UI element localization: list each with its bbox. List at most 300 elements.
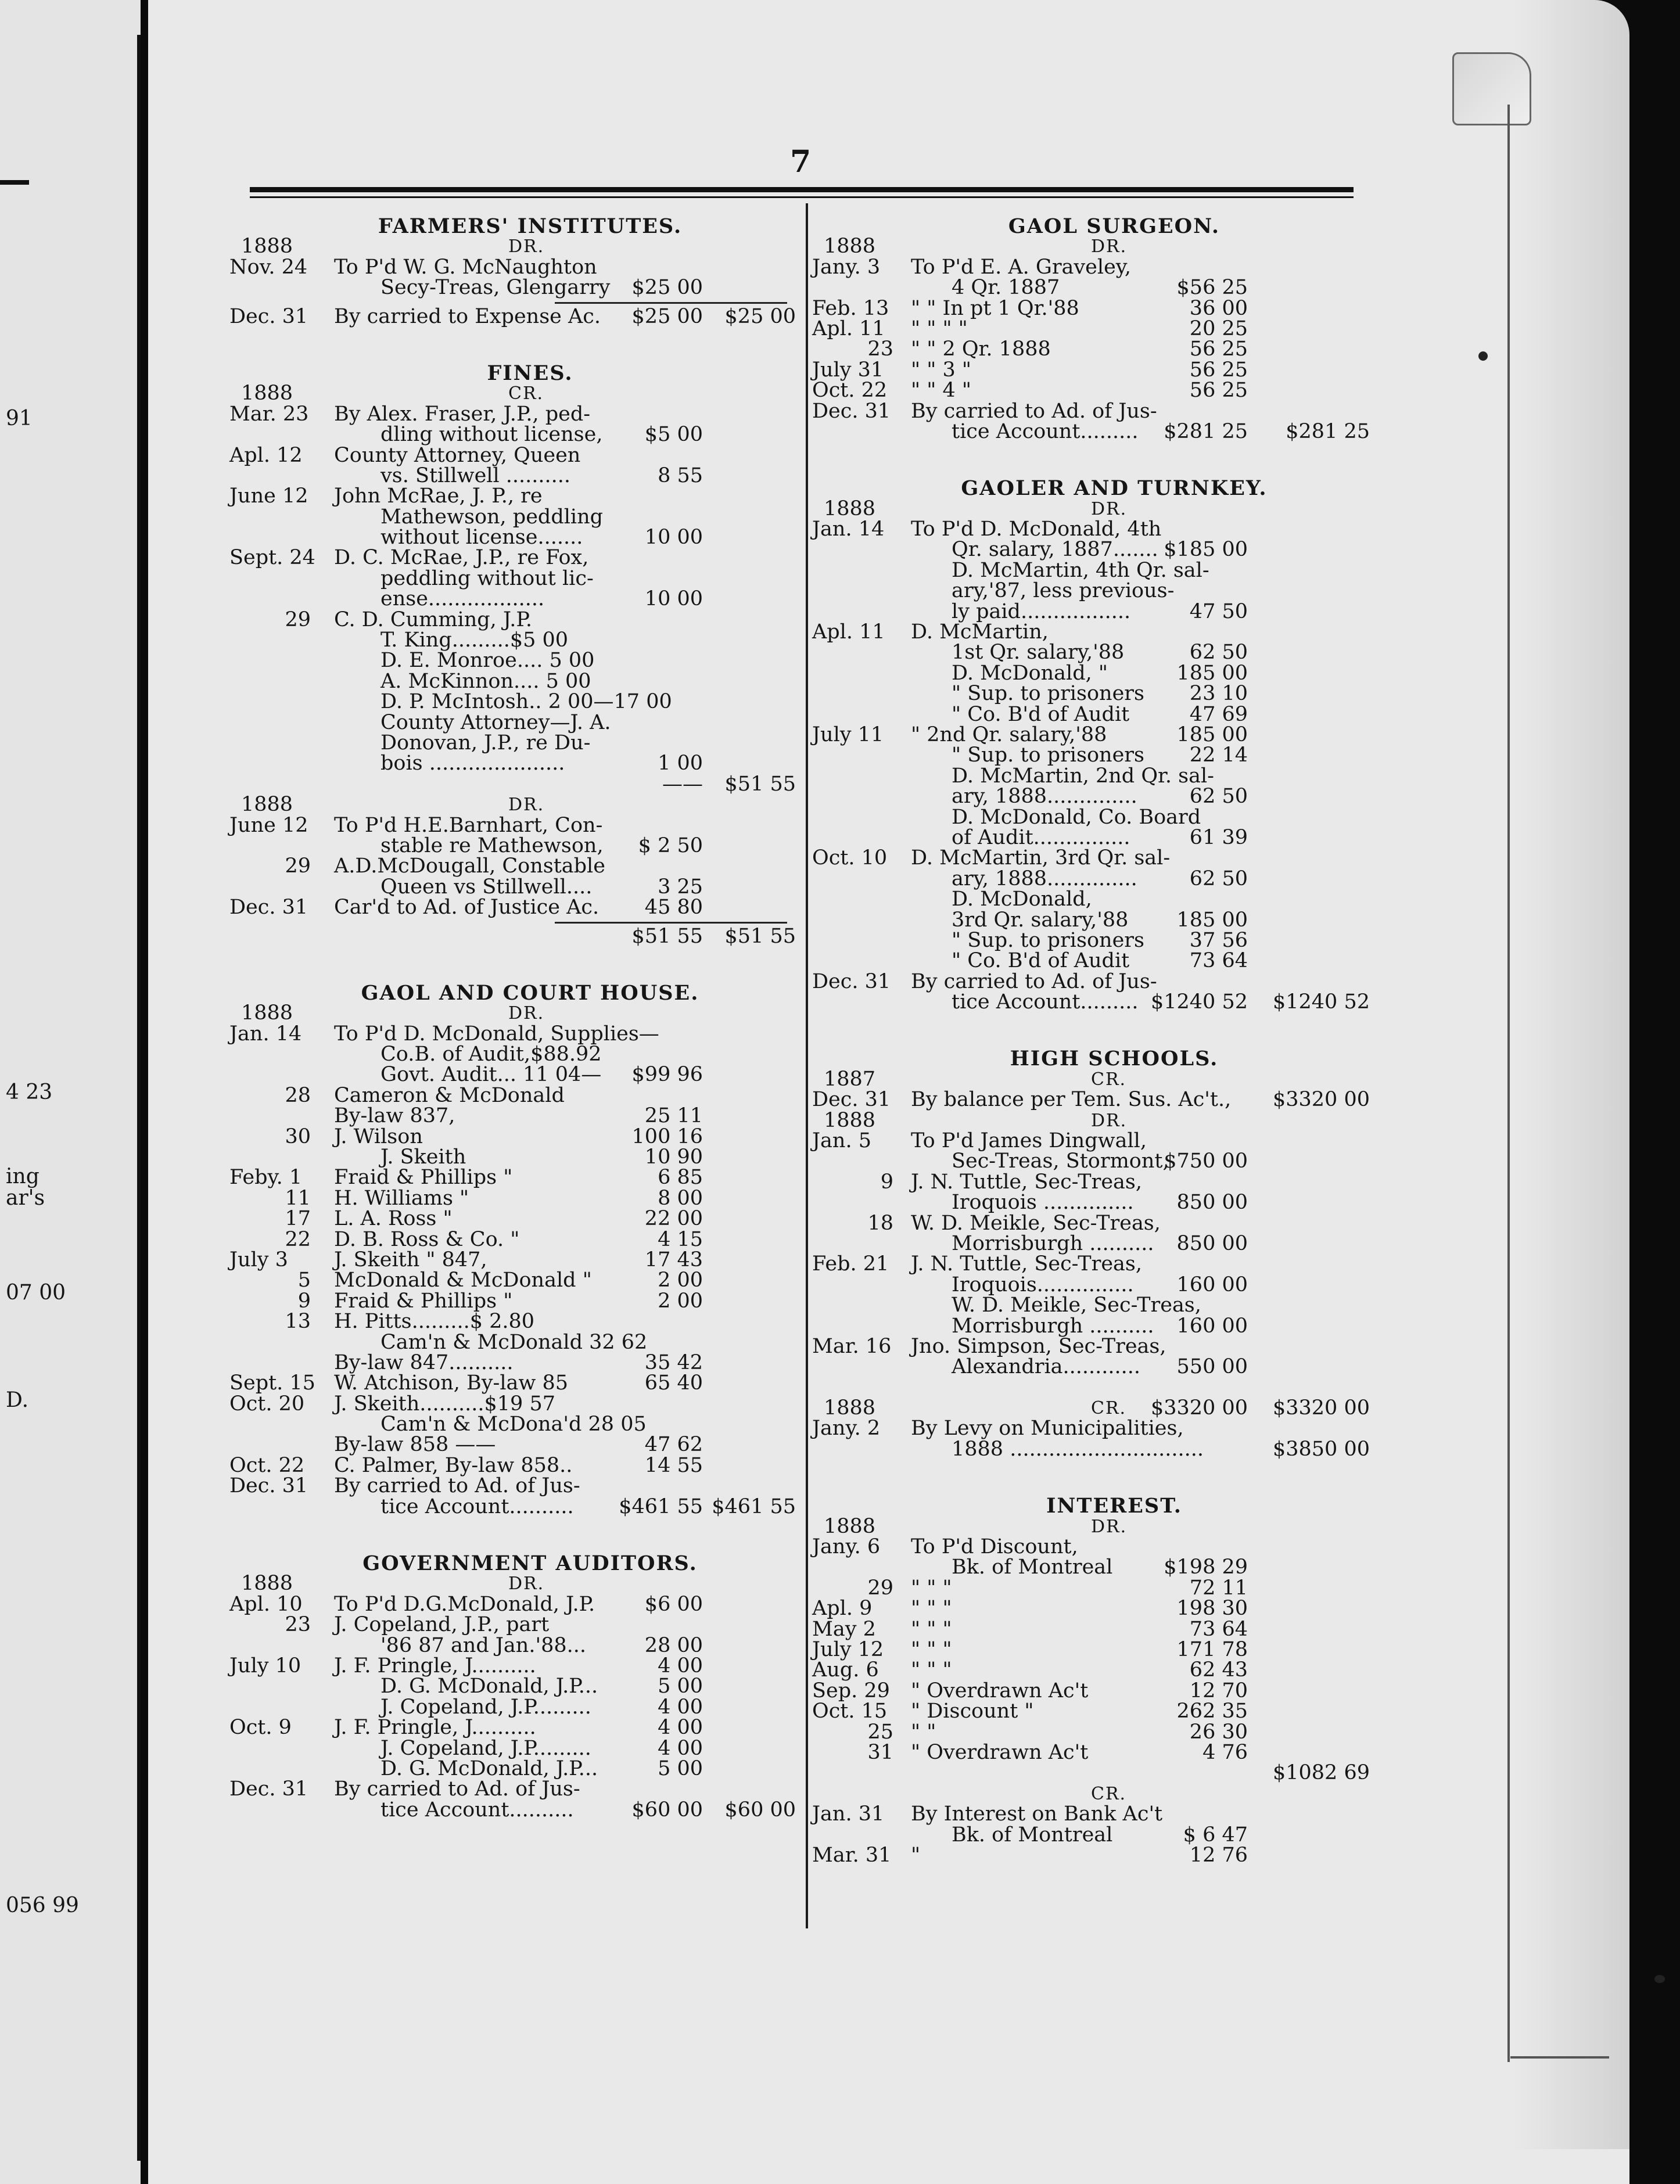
entry-total: $3320 00 xyxy=(1272,1396,1370,1420)
entry-total: $461 55 xyxy=(712,1495,796,1518)
entry-text: " Co. B'd of Audit xyxy=(952,702,1130,726)
ledger-line xyxy=(812,992,1381,1012)
margin-fragment: ing xyxy=(6,1165,40,1188)
ledger-line xyxy=(229,774,796,795)
entry-text: D. McMartin, 2nd Qr. sal- xyxy=(952,764,1215,788)
ledger-line xyxy=(812,663,1381,684)
ledger-line xyxy=(229,1044,796,1065)
ledger-line xyxy=(812,1681,1381,1701)
entry-text: Co.B. of Audit,$88.92 xyxy=(380,1043,602,1066)
section-heading: GAOL AND COURT HOUSE. xyxy=(361,980,699,1005)
entry-text: Bk. of Montreal xyxy=(952,1556,1113,1579)
entry-text: DR. xyxy=(1091,1110,1128,1131)
entry-amount: 4 00 xyxy=(658,1695,703,1719)
ledger-line xyxy=(812,702,1381,726)
entry-date: Mar. 23 xyxy=(229,402,309,426)
ledger-line xyxy=(812,380,1381,401)
section-heading: INTEREST. xyxy=(1046,1494,1182,1518)
entry-amount: 28 00 xyxy=(644,1633,703,1657)
section-heading: FINES. xyxy=(487,361,573,385)
ledger-line xyxy=(229,1676,796,1697)
entry-date: Dec. 31 xyxy=(229,1777,308,1801)
entry-date: Oct. 9 xyxy=(229,1716,292,1740)
ledger-line xyxy=(229,1250,796,1270)
entry-amount: 37 56 xyxy=(1189,928,1248,952)
ledger-line xyxy=(812,1254,1381,1274)
section-heading: GAOL SURGEON. xyxy=(1008,214,1220,238)
entry-text: By Alex. Fraser, J.P., ped- xyxy=(334,402,591,426)
entry-amount: $ 6 47 xyxy=(1183,1823,1248,1847)
entry-text: D. McDonald, " xyxy=(952,661,1108,685)
entry-date: 1888 xyxy=(241,235,293,258)
entry-amount: $ 2 50 xyxy=(638,834,703,857)
entry-text: D. McMartin, 4th Qr. sal- xyxy=(952,558,1209,582)
entry-date: Feb. 21 xyxy=(812,1252,889,1276)
entry-date: 29 xyxy=(285,854,311,878)
page-shade xyxy=(1513,0,1629,2149)
entry-date: 23 xyxy=(285,1613,311,1637)
entry-date: 1888 xyxy=(824,1396,876,1420)
entry-text: Cameron & McDonald xyxy=(334,1083,565,1107)
entry-amount: 1 00 xyxy=(658,752,703,775)
entry-text: D. E. Monroe.... 5 00 xyxy=(380,649,595,673)
entry-text: tice Account......... xyxy=(952,990,1139,1014)
entry-text: J. Copeland, J.P......... xyxy=(380,1695,591,1719)
entry-text: D. McDonald, Co. Board xyxy=(952,805,1201,829)
ledger-line xyxy=(229,383,796,404)
entry-text: Morrisburgh .......... xyxy=(952,1231,1154,1255)
entry-text: D. G. McDonald, J.P... xyxy=(380,1675,598,1698)
ledger-section xyxy=(229,216,796,327)
margin-rule xyxy=(0,180,29,185)
entry-date: July 11 xyxy=(812,723,884,746)
entry-text: DR. xyxy=(1091,1516,1128,1537)
entry-text: D. McMartin, 3rd Qr. sal- xyxy=(911,846,1171,870)
entry-amount: 35 42 xyxy=(644,1350,703,1374)
entry-total: $60 00 xyxy=(724,1798,796,1822)
ledger-line xyxy=(229,753,796,774)
ledger-line xyxy=(229,692,796,712)
entry-text: D. McDonald, xyxy=(952,888,1092,911)
entry-date: 25 xyxy=(867,1720,893,1744)
ledger-line xyxy=(812,1660,1381,1680)
entry-amount: 56 25 xyxy=(1189,358,1248,382)
entry-text: vs. Stillwell .......... xyxy=(380,464,571,487)
entry-text: DR. xyxy=(1091,498,1128,519)
entry-amount: 198 30 xyxy=(1176,1597,1248,1621)
entry-text: By-law 837, xyxy=(334,1104,455,1128)
entry-text: " Overdrawn Ac't xyxy=(911,1679,1089,1702)
entry-text: By carried to Expense Ac. xyxy=(334,304,601,328)
entry-text: T. King.........$5 00 xyxy=(380,628,569,652)
entry-text: DR. xyxy=(1091,236,1128,257)
entry-amount: 12 70 xyxy=(1189,1679,1248,1702)
page-corner-fold xyxy=(1452,52,1531,125)
ledger-line xyxy=(229,257,796,278)
entry-date: May 2 xyxy=(812,1617,876,1641)
entry-text: tice Account.......... xyxy=(380,1495,574,1518)
ledger-line xyxy=(812,1398,1381,1418)
entry-text: W. D. Meikle, Sec-Treas, xyxy=(952,1294,1201,1317)
entry-amount: 56 25 xyxy=(1189,379,1248,403)
entry-text: 1st Qr. salary,'88 xyxy=(952,641,1125,664)
ledger-line xyxy=(812,1439,1381,1460)
ledger-line xyxy=(812,257,1381,278)
entry-text: of Audit............... xyxy=(952,825,1130,849)
entry-text: Jno. Simpson, Sec-Treas, xyxy=(911,1334,1166,1358)
entry-text: ary, 1888.............. xyxy=(952,785,1137,809)
entry-date: Feby. 1 xyxy=(229,1166,303,1190)
ledger-line xyxy=(229,1633,796,1657)
entry-text: peddling without lic- xyxy=(380,566,594,590)
ledger-line xyxy=(229,877,796,897)
ink-speck xyxy=(1654,1975,1665,1983)
ledger-line xyxy=(812,1619,1381,1640)
entry-text: " Overdrawn Ac't xyxy=(911,1740,1089,1764)
ledger-line xyxy=(812,1131,1381,1151)
entry-amount: $99 96 xyxy=(631,1063,703,1087)
entry-date: 1888 xyxy=(824,235,876,258)
entry-text: By carried to Ad. of Jus- xyxy=(911,969,1157,993)
ledger-line xyxy=(812,642,1381,663)
entry-amount: 10 00 xyxy=(644,587,703,611)
ledger-line xyxy=(812,419,1381,443)
ledger-line xyxy=(229,1003,796,1023)
entry-date: 9 xyxy=(880,1170,893,1194)
header-rule xyxy=(250,187,1354,192)
entry-date: June 12 xyxy=(229,484,308,508)
ledger-line xyxy=(229,926,796,947)
ledger-line xyxy=(229,1270,796,1291)
ledger-section xyxy=(812,1496,1381,1866)
section-heading: FARMERS' INSTITUTES. xyxy=(378,214,683,238)
entry-amount: 23 10 xyxy=(1189,682,1248,706)
entry-amount: 2 00 xyxy=(658,1289,703,1313)
entry-date: Apl. 12 xyxy=(229,443,303,467)
entry-date: Feb. 13 xyxy=(812,296,889,320)
entry-amount: 3 25 xyxy=(658,875,703,899)
ledger-line xyxy=(229,1065,796,1085)
ledger-line xyxy=(812,499,1381,519)
entry-date: Dec. 31 xyxy=(812,969,891,993)
entry-amount: $51 55 xyxy=(631,924,703,948)
entry-total: $3850 00 xyxy=(1272,1437,1370,1461)
entry-amount: $1240 52 xyxy=(1150,990,1248,1014)
entry-date: Apl. 11 xyxy=(812,317,885,340)
ledger-section xyxy=(229,980,796,1518)
entry-amount: 47 62 xyxy=(644,1433,703,1457)
entry-text: D. P. McIntosh.. 2 00—17 00 xyxy=(380,690,672,714)
entry-text: " " " " xyxy=(911,317,968,340)
entry-date: 1888 xyxy=(824,1514,876,1538)
entry-amount: 22 14 xyxy=(1189,743,1248,767)
ledger-line xyxy=(812,825,1381,849)
entry-text: J. F. Pringle, J.......... xyxy=(334,1654,536,1677)
entry-text: " " 2 Qr. 1888 xyxy=(911,337,1051,361)
entry-total: $51 55 xyxy=(724,924,796,948)
entry-text: J. N. Tuttle, Sec-Treas, xyxy=(911,1252,1142,1276)
entry-text: By Interest on Bank Ac't xyxy=(911,1802,1163,1826)
ledger-line xyxy=(229,1312,796,1332)
total-rule-row xyxy=(229,918,796,926)
entry-date: 1888 xyxy=(241,382,293,405)
ledger-line xyxy=(812,969,1381,993)
page-number: 7 xyxy=(790,144,812,179)
entry-amount: 160 00 xyxy=(1176,1273,1248,1296)
entry-text: To P'd E. A. Graveley, xyxy=(911,255,1132,279)
entry-date: Apl. 11 xyxy=(812,620,885,644)
entry-date: Jany. 2 xyxy=(812,1417,881,1441)
entry-date: 13 xyxy=(285,1310,311,1334)
entry-date: 29 xyxy=(285,608,311,631)
entry-text: D. G. McDonald, J.P... xyxy=(380,1756,598,1780)
ledger-section xyxy=(812,478,1381,1012)
entry-date: 17 xyxy=(285,1207,311,1231)
ledger-line xyxy=(229,1574,796,1594)
entry-text: " 2nd Qr. salary,'88 xyxy=(911,723,1107,746)
ledger-line xyxy=(229,425,796,445)
entry-amount: 160 00 xyxy=(1176,1314,1248,1338)
entry-date: July 12 xyxy=(812,1638,884,1661)
entry-date: 1888 xyxy=(241,793,293,817)
entry-text: " Discount " xyxy=(911,1700,1034,1723)
entry-amount: $6 00 xyxy=(644,1592,703,1616)
ledger-line xyxy=(812,684,1381,704)
entry-total: $3320 00 xyxy=(1272,1088,1370,1112)
ledger-line xyxy=(229,1718,796,1738)
section-heading: HIGH SCHOOLS. xyxy=(1010,1047,1219,1071)
entry-amount: $60 00 xyxy=(631,1798,703,1822)
ledger-line xyxy=(229,1453,796,1477)
entry-text: W. Atchison, By-law 85 xyxy=(334,1371,568,1395)
entry-amount: $5 00 xyxy=(644,423,703,447)
entry-date: 9 xyxy=(297,1289,311,1313)
ledger-line xyxy=(812,928,1381,952)
entry-text: " " " xyxy=(911,1617,952,1641)
page-edge-line xyxy=(1510,2056,1609,2059)
entry-date: June 12 xyxy=(229,813,308,837)
ledger-line xyxy=(229,795,796,815)
ledger-line xyxy=(229,856,796,877)
entry-text: McDonald & McDonald " xyxy=(334,1269,592,1292)
ledger-line xyxy=(812,540,1381,560)
entry-amount: 73 64 xyxy=(1189,949,1248,973)
ledger-line xyxy=(812,1763,1381,1783)
entry-text: To P'd D. McDonald, Supplies— xyxy=(334,1022,659,1046)
entry-amount: 73 64 xyxy=(1189,1617,1248,1641)
ledger-line xyxy=(229,671,796,692)
entry-amount: $56 25 xyxy=(1176,276,1248,300)
entry-amount: 185 00 xyxy=(1176,723,1248,746)
ledger-line xyxy=(812,599,1381,623)
entry-text: C. D. Cumming, J.P. xyxy=(334,608,532,631)
entry-date: 29 xyxy=(867,1576,893,1600)
entry-date: 18 xyxy=(867,1211,893,1235)
ledger-line xyxy=(229,813,796,837)
ledger-line xyxy=(812,766,1381,786)
ledger-line xyxy=(812,725,1381,745)
entry-amount: 25 11 xyxy=(644,1104,703,1128)
ledger-line xyxy=(812,1151,1381,1172)
ledger-line xyxy=(229,710,796,734)
entry-text: CR. xyxy=(1091,1069,1127,1090)
ledger-line xyxy=(229,278,796,298)
ledger-line xyxy=(229,630,796,651)
ledger-line xyxy=(229,1697,796,1718)
entry-text: Iroquois .............. xyxy=(952,1191,1134,1215)
entry-text: Fraid & Phillips " xyxy=(334,1289,513,1313)
entry-total: $25 00 xyxy=(724,304,796,328)
entry-amount: $3320 00 xyxy=(1150,1396,1248,1420)
ledger-line xyxy=(812,1537,1381,1557)
entry-date: Oct. 22 xyxy=(229,1453,305,1477)
margin-fragment: 056 99 xyxy=(6,1894,79,1917)
entry-amount: 47 50 xyxy=(1189,599,1248,623)
ledger-line xyxy=(229,1779,796,1799)
ledger-line xyxy=(229,1756,796,1780)
ledger-line xyxy=(229,1127,796,1147)
entry-text: bois ..................... xyxy=(380,752,565,775)
ledger-section xyxy=(812,1048,1381,1460)
entry-text: J. Copeland, J.P......... xyxy=(380,1736,591,1760)
entry-amount: 100 16 xyxy=(631,1125,703,1148)
entry-amount: 850 00 xyxy=(1176,1191,1248,1215)
previous-page-edge xyxy=(0,0,141,2184)
entry-text: By balance per Tem. Sus. Ac't., xyxy=(911,1088,1232,1112)
ledger-line xyxy=(229,1350,796,1374)
header-rule-thin xyxy=(250,196,1354,198)
entry-amount: 2 00 xyxy=(658,1269,703,1292)
ledger-line xyxy=(229,527,796,548)
entry-date: 23 xyxy=(867,337,893,361)
section-heading: GOVERNMENT AUDITORS. xyxy=(362,1551,698,1576)
entry-amount: 4 00 xyxy=(658,1716,703,1740)
entry-amount: 8 55 xyxy=(658,464,703,487)
entry-text: Cam'n & McDonald 32 62 xyxy=(380,1330,648,1354)
ledger-line xyxy=(229,1738,796,1759)
ledger-line xyxy=(812,1069,1381,1090)
entry-amount: 5 00 xyxy=(658,1756,703,1780)
entry-text: " Sup. to prisoners xyxy=(952,743,1144,767)
entry-total: $51 55 xyxy=(724,772,796,796)
ledger-line xyxy=(812,401,1381,422)
entry-date: Apl. 10 xyxy=(229,1592,303,1616)
entry-text: '86 87 and Jan.'88... xyxy=(380,1633,586,1657)
entry-text: By-law 847.......... xyxy=(334,1350,514,1374)
entry-amount: 62 50 xyxy=(1189,641,1248,664)
entry-amount: 262 35 xyxy=(1176,1700,1248,1723)
entry-text: A. McKinnon.... 5 00 xyxy=(380,669,591,693)
ledger-line xyxy=(229,1227,796,1251)
entry-amount: 185 00 xyxy=(1176,908,1248,932)
ledger-line xyxy=(229,304,796,328)
ledger-line xyxy=(812,1722,1381,1743)
ledger-line xyxy=(812,745,1381,766)
entry-text: To P'd James Dingwall, xyxy=(911,1129,1147,1153)
gutter-line xyxy=(137,35,141,2161)
entry-date: Dec. 31 xyxy=(812,399,891,423)
entry-text: County Attorney, Queen xyxy=(334,443,581,467)
entry-text: Car'd to Ad. of Justice Ac. xyxy=(334,896,600,919)
entry-text: without license....... xyxy=(380,526,583,549)
ledger-line xyxy=(812,581,1381,601)
ledger-line xyxy=(812,1578,1381,1599)
ledger-line xyxy=(812,278,1381,298)
entry-text: " " " xyxy=(911,1576,952,1600)
entry-amount: 4 15 xyxy=(658,1227,703,1251)
entry-text: Cam'n & McDona'd 28 05 xyxy=(380,1413,647,1436)
entry-amount: 61 39 xyxy=(1189,825,1248,849)
ledger-line xyxy=(812,1640,1381,1660)
entry-amount: 4 00 xyxy=(658,1654,703,1677)
ledger-line xyxy=(229,1656,796,1676)
ledger-line xyxy=(812,1275,1381,1295)
ledger-line xyxy=(812,807,1381,828)
ledger-line xyxy=(812,1825,1381,1845)
ledger-line xyxy=(229,1168,796,1188)
ledger-line xyxy=(812,1804,1381,1824)
entry-total: $281 25 xyxy=(1286,419,1370,443)
entry-text: J. Wilson xyxy=(334,1125,423,1148)
ledger-line xyxy=(812,1514,1381,1538)
entry-text: To P'd D.G.McDonald, J.P. xyxy=(334,1592,595,1616)
entry-text: CR. xyxy=(1091,1398,1127,1419)
entry-total: $1082 69 xyxy=(1272,1761,1370,1785)
entry-text: Queen vs Stillwell.... xyxy=(380,875,593,899)
ledger-line xyxy=(229,236,796,257)
ledger-line xyxy=(812,360,1381,380)
entry-amount: 8 00 xyxy=(658,1186,703,1210)
entry-text: J. Copeland, J.P., part xyxy=(334,1613,550,1637)
ledger-line xyxy=(812,1418,1381,1439)
entry-date: Mar. 31 xyxy=(812,1843,892,1867)
ledger-line xyxy=(229,651,796,671)
ledger-line xyxy=(812,236,1381,257)
ledger-line xyxy=(812,869,1381,889)
entry-amount: 62 43 xyxy=(1189,1658,1248,1682)
entry-text: Secy-Treas, Glengarry xyxy=(380,276,611,300)
margin-fragment: D. xyxy=(6,1388,29,1412)
entry-text: DR. xyxy=(508,1574,545,1594)
ledger-line xyxy=(812,1357,1381,1377)
ledger-line xyxy=(229,1332,796,1353)
entry-text: Alexandria............ xyxy=(952,1355,1141,1379)
entry-date: Aug. 6 xyxy=(812,1658,879,1682)
ledger-line xyxy=(812,1557,1381,1578)
entry-amount: 22 00 xyxy=(644,1207,703,1231)
entry-amount: $750 00 xyxy=(1164,1150,1248,1173)
entry-date: Jan. 14 xyxy=(229,1022,302,1046)
entry-text: " " 4 " xyxy=(911,379,971,403)
entry-date: 22 xyxy=(285,1227,311,1251)
entry-text: 1888 .............................. xyxy=(952,1437,1204,1461)
ledger-line xyxy=(229,466,796,486)
entry-text: " " In pt 1 Qr.'88 xyxy=(911,296,1079,320)
ledger-line xyxy=(229,1083,796,1107)
ledger-line xyxy=(229,1800,796,1820)
entry-amount: 17 43 xyxy=(644,1248,703,1271)
ledger-line xyxy=(229,507,796,527)
ledger-line xyxy=(229,443,796,467)
entry-amount: 14 55 xyxy=(644,1453,703,1477)
entry-text: tice Account.......... xyxy=(380,1798,574,1822)
ledger-line xyxy=(812,1599,1381,1619)
ledger-line xyxy=(812,1378,1381,1398)
ledger-line xyxy=(229,1106,796,1126)
entry-text: County Attorney—J. A. xyxy=(380,710,611,734)
ledger-line xyxy=(812,786,1381,807)
entry-amount: $25 00 xyxy=(631,304,703,328)
